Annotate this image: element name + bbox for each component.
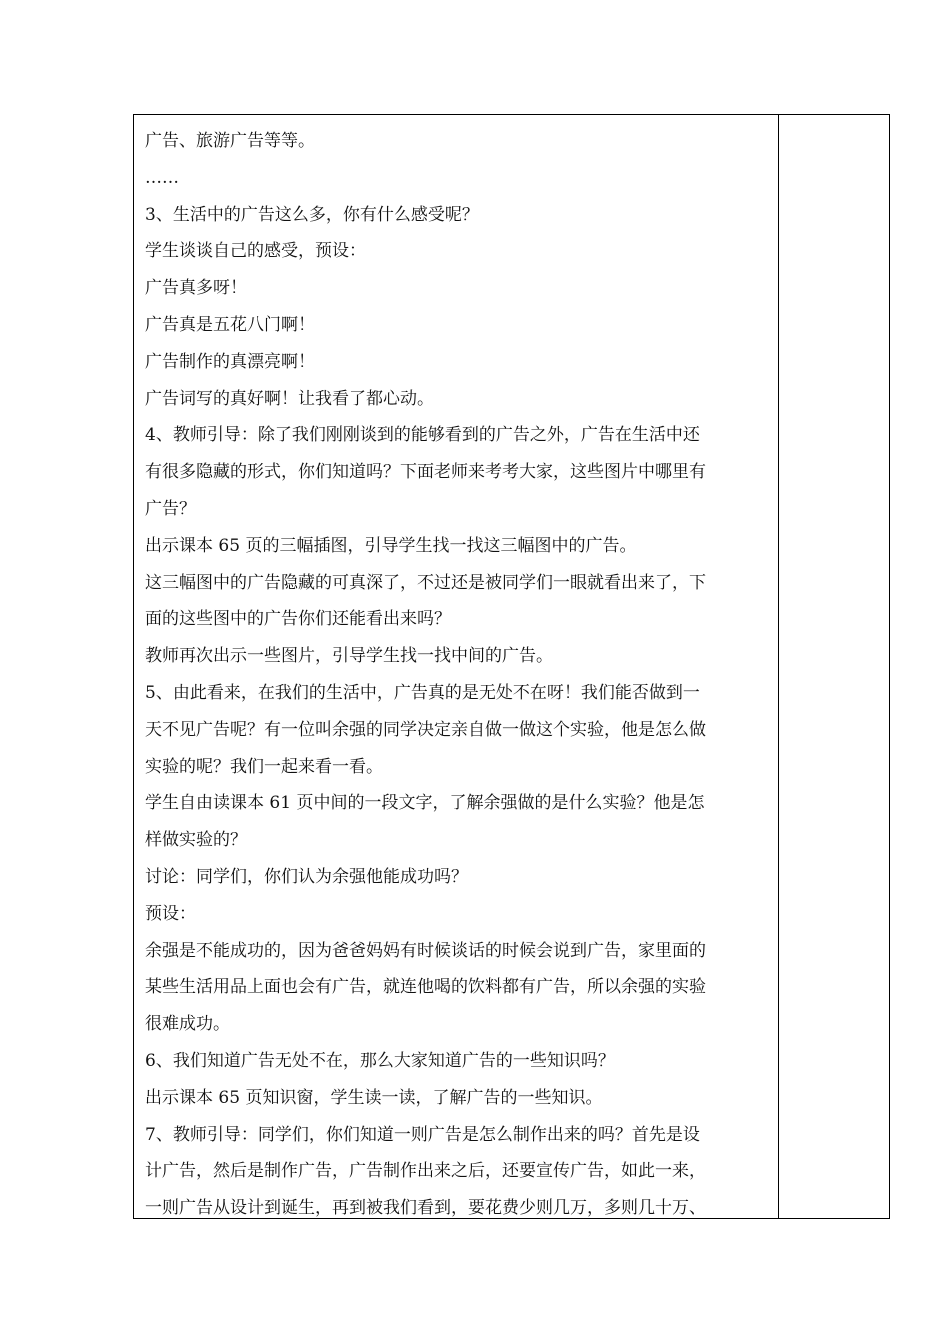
text-line: 天不见广告呢？有一位叫余强的同学决定亲自做一做这个实验，他是怎么做 xyxy=(145,719,706,740)
text-line: 广告真是五花八门啊！ xyxy=(145,314,315,335)
text-line: …… xyxy=(145,167,179,188)
text-line: 计广告，然后是制作广告，广告制作出来之后，还要宣传广告，如此一来， xyxy=(145,1161,706,1182)
text-line: 3、生活中的广告这么多，你有什么感受呢？ xyxy=(145,204,479,225)
text-line: 某些生活用品上面也会有广告，就连他喝的饮料都有广告，所以余强的实验 xyxy=(145,977,706,998)
text-line: 广告制作的真漂亮啊！ xyxy=(145,351,315,372)
text-line: 7、教师引导：同学们，你们知道一则广告是怎么制作出来的吗？首先是设 xyxy=(145,1124,700,1145)
text-line: 学生自由读课本 61 页中间的一段文字，了解余强做的是什么实验？他是怎 xyxy=(145,793,705,814)
text-line: 广告、旅游广告等等。 xyxy=(145,131,315,151)
text-line: 有很多隐藏的形式，你们知道吗？下面老师来考考大家，这些图片中哪里有 xyxy=(145,462,706,483)
text-line: 面的这些图中的广告你们还能看出来吗？ xyxy=(145,609,451,630)
text-line: 出示课本 65 页知识窗，学生读一读，了解广告的一些知识。 xyxy=(145,1087,603,1108)
text-line: 讨论：同学们，你们认为余强他能成功吗？ xyxy=(145,866,468,887)
text-line: 预设： xyxy=(145,903,196,924)
text-line: 学生谈谈自己的感受，预设： xyxy=(145,241,366,262)
text-line: 出示课本 65 页的三幅插图，引导学生找一找这三幅图中的广告。 xyxy=(145,535,637,556)
text-line: 余强是不能成功的，因为爸爸妈妈有时候谈话的时候会说到广告，家里面的 xyxy=(145,940,706,961)
lesson-table xyxy=(133,114,890,1219)
notes-column-cell xyxy=(780,115,889,1218)
text-line: 广告？ xyxy=(145,498,196,519)
text-line: 一则广告从设计到诞生，再到被我们看到，要花费少则几万，多则几十万、 xyxy=(145,1198,706,1219)
text-line: 5、由此看来，在我们的生活中，广告真的是无处不在呀！我们能否做到一 xyxy=(145,682,700,703)
text-line: 6、我们知道广告无处不在，那么大家知道广告的一些知识吗？ xyxy=(145,1050,615,1071)
text-line: 很难成功。 xyxy=(145,1014,230,1035)
text-line: 这三幅图中的广告隐藏的可真深了，不过还是被同学们一眼就看出来了，下 xyxy=(145,572,706,593)
text-line: 教师再次出示一些图片，引导学生找一找中间的广告。 xyxy=(145,646,553,667)
text-line: 4、教师引导：除了我们刚刚谈到的能够看到的广告之外，广告在生活中还 xyxy=(145,425,700,446)
lesson-content-cell xyxy=(145,123,769,1227)
text-line: 广告词写的真好啊！让我看了都心动。 xyxy=(145,388,434,409)
text-line: 广告真多呀！ xyxy=(145,278,247,299)
text-line: 实验的呢？我们一起来看一看。 xyxy=(145,756,383,777)
text-line: 样做实验的？ xyxy=(145,830,247,851)
column-divider xyxy=(778,115,779,1218)
